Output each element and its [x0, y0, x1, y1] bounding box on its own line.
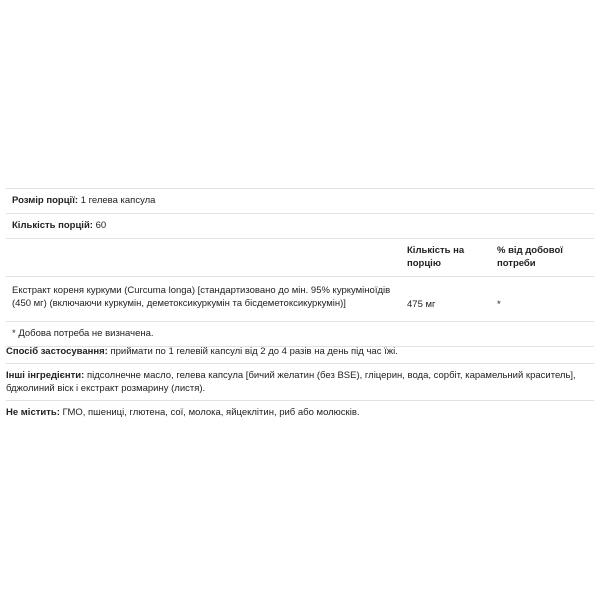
supplement-facts-panel [6, 188, 594, 347]
serving-size-row [6, 188, 594, 214]
usage-note [6, 340, 594, 364]
daily-value-header: % від добової потреби [497, 245, 563, 269]
ingredient-amount: 475 мг [407, 299, 436, 310]
serving-size-value: 1 гелева капсула [80, 195, 156, 206]
servings-label: Кількість порцій: [12, 220, 93, 231]
usage-label: Спосіб застосування: [6, 346, 108, 357]
serving-size-label: Розмір порції: [12, 195, 79, 206]
servings-per-container-row [6, 214, 594, 239]
other-ingredients-text: підсолнечне масло, гелева капсула [бичий желатин (без BSE), гліцерин, вода, сорбіт, карамельний краситель], бджолиний віск і екстракт розмарину (листя). [6, 370, 576, 394]
amount-per-serving-header: Кількість на порцію [407, 245, 465, 269]
servings-value: 60 [95, 220, 107, 231]
ingredient-daily-value: * [497, 299, 501, 310]
ingredient-row [6, 277, 594, 322]
other-ingredients-label: Інші інгредієнти: [6, 370, 85, 381]
other-ingredients-note [6, 364, 594, 401]
footnote: * Добова потреба не визначена. [12, 328, 154, 339]
usage-text: приймати по 1 гелевій капсулі від 2 до 4 разів на день під час їжі. [110, 346, 398, 357]
ingredient-name: Екстракт кореня куркуми (Curcuma longa) [стандартизовано до мін. 95% куркуміноїдів (450 мг) (включаючи куркумін, деметоксикуркумін та бісдеметоксикуркумін)] [12, 285, 391, 309]
header-spacer [12, 244, 407, 270]
free-from-label: Не містить: [6, 407, 60, 418]
free-from-note [6, 401, 594, 424]
product-notes [6, 340, 594, 424]
facts-header-row [6, 239, 594, 277]
free-from-text: ГМО, пшениці, глютена, сої, молока, яйцеклітин, риб або молюсків. [62, 407, 360, 418]
